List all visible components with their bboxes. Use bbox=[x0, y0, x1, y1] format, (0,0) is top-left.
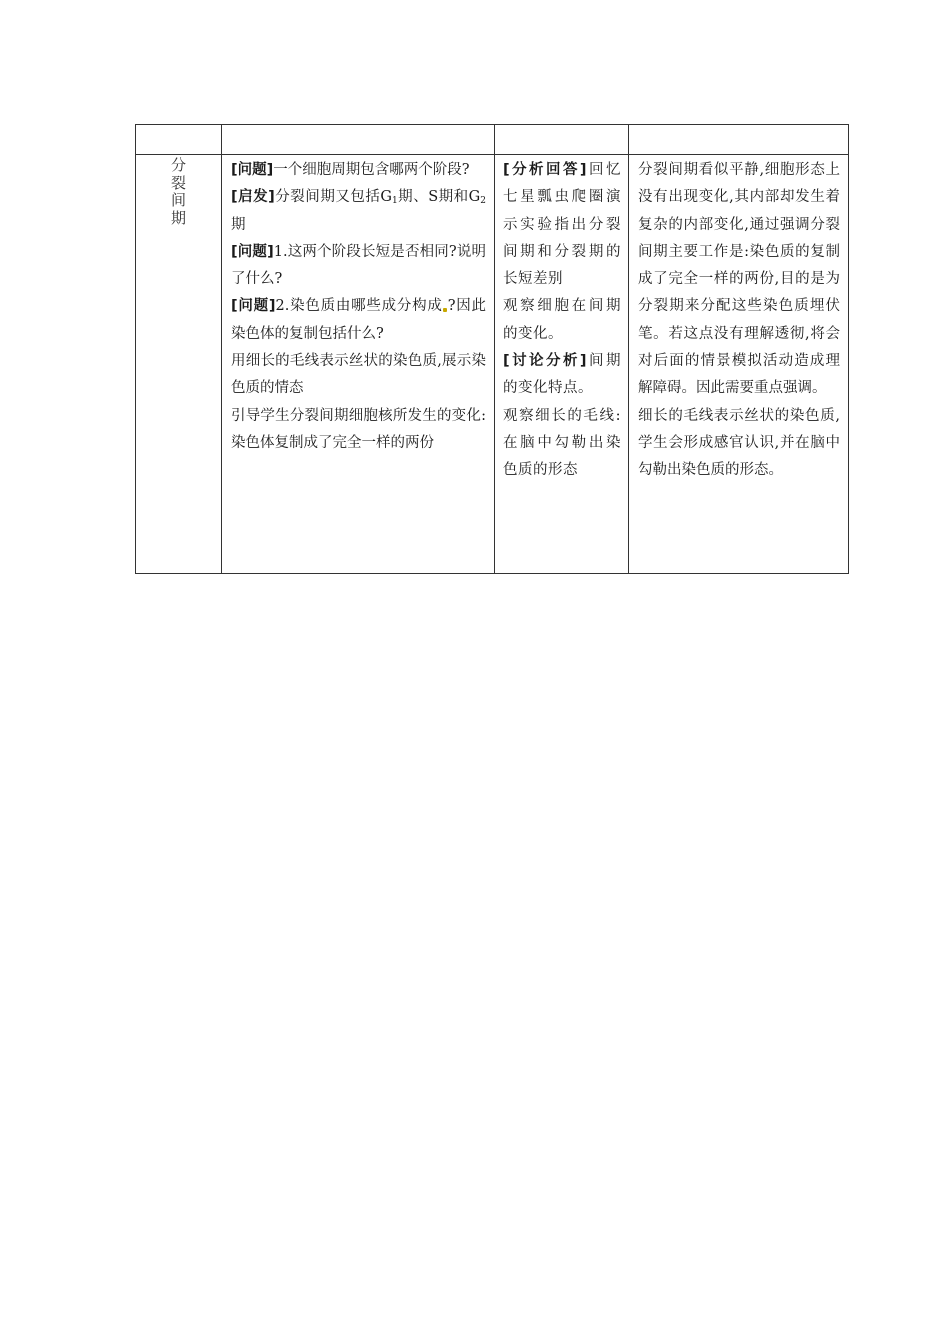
student-discuss bbox=[503, 348, 621, 403]
stage-label: 分裂间期 bbox=[170, 156, 186, 227]
header-row bbox=[136, 125, 849, 155]
question-text: 一个细胞周期包含哪两个阶段? bbox=[273, 162, 470, 178]
hint-tag: [启发] bbox=[231, 189, 275, 206]
question-text: 2.染色质由哪些成分构成 bbox=[275, 298, 443, 315]
teacher-guide-text: 引导学生分裂间期细胞核所发生的变化:染色体复制成了完全一样的两份 bbox=[231, 407, 486, 451]
hint-text: 分裂间期又包括G bbox=[274, 189, 392, 206]
hint-text: 期、S期和G bbox=[397, 189, 481, 206]
intent-paragraph-2: 细长的毛线表示丝状的染色质,学生会形成感官认识,并在脑中勾勒出染色质的形态。 bbox=[638, 407, 840, 479]
design-intent-cell bbox=[629, 155, 849, 574]
question-tag: [问题] bbox=[231, 298, 276, 315]
student-observe-1: 观察细胞在间期的变化。 bbox=[503, 298, 621, 342]
student-observe-2: 观察细长的毛线:在脑中勾勒出染色质的形态 bbox=[503, 407, 621, 479]
comment-mark-icon bbox=[443, 308, 447, 312]
question-tag: [问题] bbox=[231, 162, 274, 178]
header-cell-student bbox=[495, 125, 629, 155]
subscript: 2 bbox=[480, 196, 486, 207]
student-answer-1 bbox=[503, 157, 621, 293]
teacher-question-2 bbox=[231, 239, 486, 294]
lesson-plan-table bbox=[135, 124, 849, 574]
subscript: 1 bbox=[391, 196, 398, 207]
question-text: 1.这两个阶段长短是否相同?说明了什么? bbox=[231, 243, 486, 288]
discuss-tag: [讨论分析] bbox=[503, 353, 588, 370]
question-text: ?因此染色体的复制包括什么? bbox=[231, 298, 486, 342]
header-cell-intent bbox=[629, 125, 849, 155]
answer-tag: [分析回答] bbox=[503, 162, 588, 178]
teacher-model-text: 用细长的毛线表示丝状的染色质,展示染色质的情态 bbox=[231, 353, 486, 397]
header-cell-teacher bbox=[222, 125, 495, 155]
student-activity-cell bbox=[495, 155, 629, 574]
hint-text: 期 bbox=[231, 216, 246, 233]
teacher-activity-cell bbox=[222, 155, 495, 574]
header-cell-stage bbox=[136, 125, 222, 155]
intent-paragraph-1: 分裂间期看似平静,细胞形态上没有出现变化,其内部却发生着复杂的内部变化,通过强调分裂间期主要工作是:染色质的复制成了完全一样的两份,目的是为分裂期来分配这些染色质埋伏笔。若这点没有理解透彻,将会对后面的情景模拟活动造成理解障碍。因此需要重点强调。 bbox=[638, 162, 840, 397]
teacher-question-1 bbox=[231, 157, 486, 184]
table-row bbox=[136, 155, 849, 574]
question-tag: [问题] bbox=[231, 243, 274, 260]
stage-cell bbox=[136, 155, 222, 574]
answer-text: 回忆七星瓢虫爬圈演示实验指出分裂间期和分裂期的长短差别 bbox=[503, 162, 622, 288]
teacher-question-3 bbox=[231, 293, 486, 348]
discuss-text: 间期的变化特点。 bbox=[503, 353, 622, 397]
teacher-hint bbox=[231, 184, 486, 239]
